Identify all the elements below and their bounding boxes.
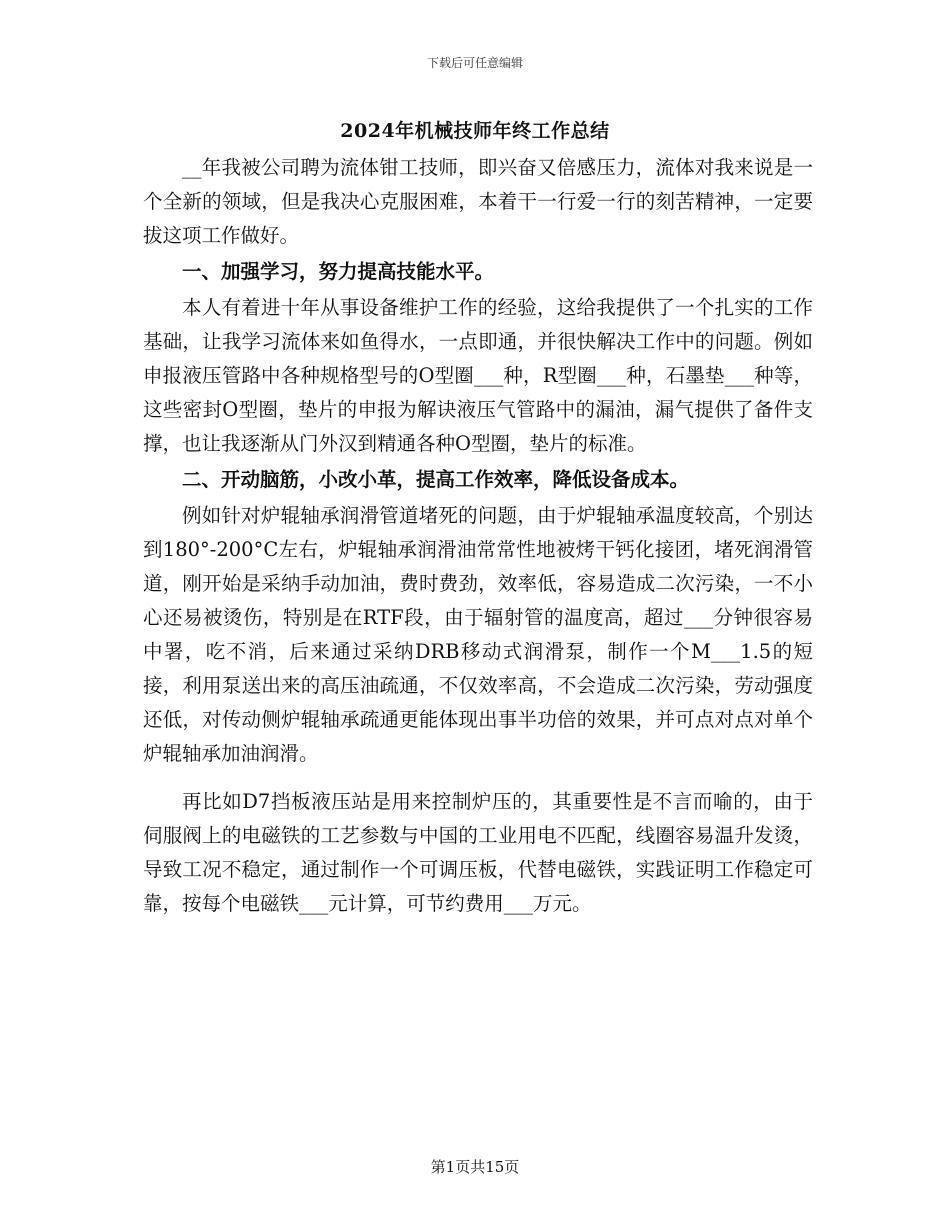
header-note: 下载后可任意编辑 [426, 56, 523, 70]
section-heading-2: 二、开动脑筋，小改小革，提高工作效率，降低设备成本。 [182, 468, 690, 491]
section-1-paragraph: 本人有着进十年从事设备维护工作的经验，这给我提供了一个扎实的工作基础，让我学习流体来如鱼得水，一点即通，并很快解决工作中的问题。例如申报液压管路中各种规格型号的O型圈___种，R型圈___种，石墨垫___种等，这些密封O型圈，垫片的申报为解诀液压气管路中的漏油，漏气提供了备件支撑，也让我逐渐从门外汉到精通各种O型圈，垫片的标准。 [143, 296, 813, 455]
document-title: 2024年机械技师年终工作总结 [340, 120, 610, 142]
section-2-paragraph-1: 例如针对炉辊轴承润滑管道堵死的问题，由于炉辊轴承温度较高，个别达到180°-200°C左右，炉辊轴承润滑油常常性地被烤干钙化接团，堵死润滑管道，刚开始是采纳手动加油，费时费劲，效率低，容易造成二次污染，一不小心还易被烫伤，特别是在RTF段，由于辐射管的温度高，超过___分钟很容易中署，吃不消，后来通过采纳DRB移动式润滑泵，制作一个M___1.5的短接，利用泵送出来的高压油疏通，不仅效率高，不会造成二次污染，劳动强度还低，对传动侧炉辊轴承疏通更能体现出事半功倍的效果，并可点对点对单个炉辊轴承加油润滑。 [143, 504, 813, 765]
section-heading-1: 一、加强学习，努力提高技能水平。 [182, 260, 495, 283]
intro-paragraph: __年我被公司聘为流体钳工技师，即兴奋又倍感压力，流体对我来说是一个全新的领域，但是我决心克服困难，本着干一行爱一行的刻苦精神，一定要拔这项工作做好。 [143, 156, 813, 247]
document-body [143, 151, 813, 921]
page-number-footer: 第1页共15页 [430, 1158, 520, 1176]
section-2-paragraph-2: 再比如D7挡板液压站是用来控制炉压的，其重要性是不言而喻的，由于伺服阀上的电磁铁的工艺参数与中国的工业用电不匹配，线圈容易温升发烫，导致工况不稳定，通过制作一个可调压板，代替电磁铁，实践证明工作稳定可靠，按每个电磁铁___元计算，可节约费用___万元。 [143, 790, 813, 915]
